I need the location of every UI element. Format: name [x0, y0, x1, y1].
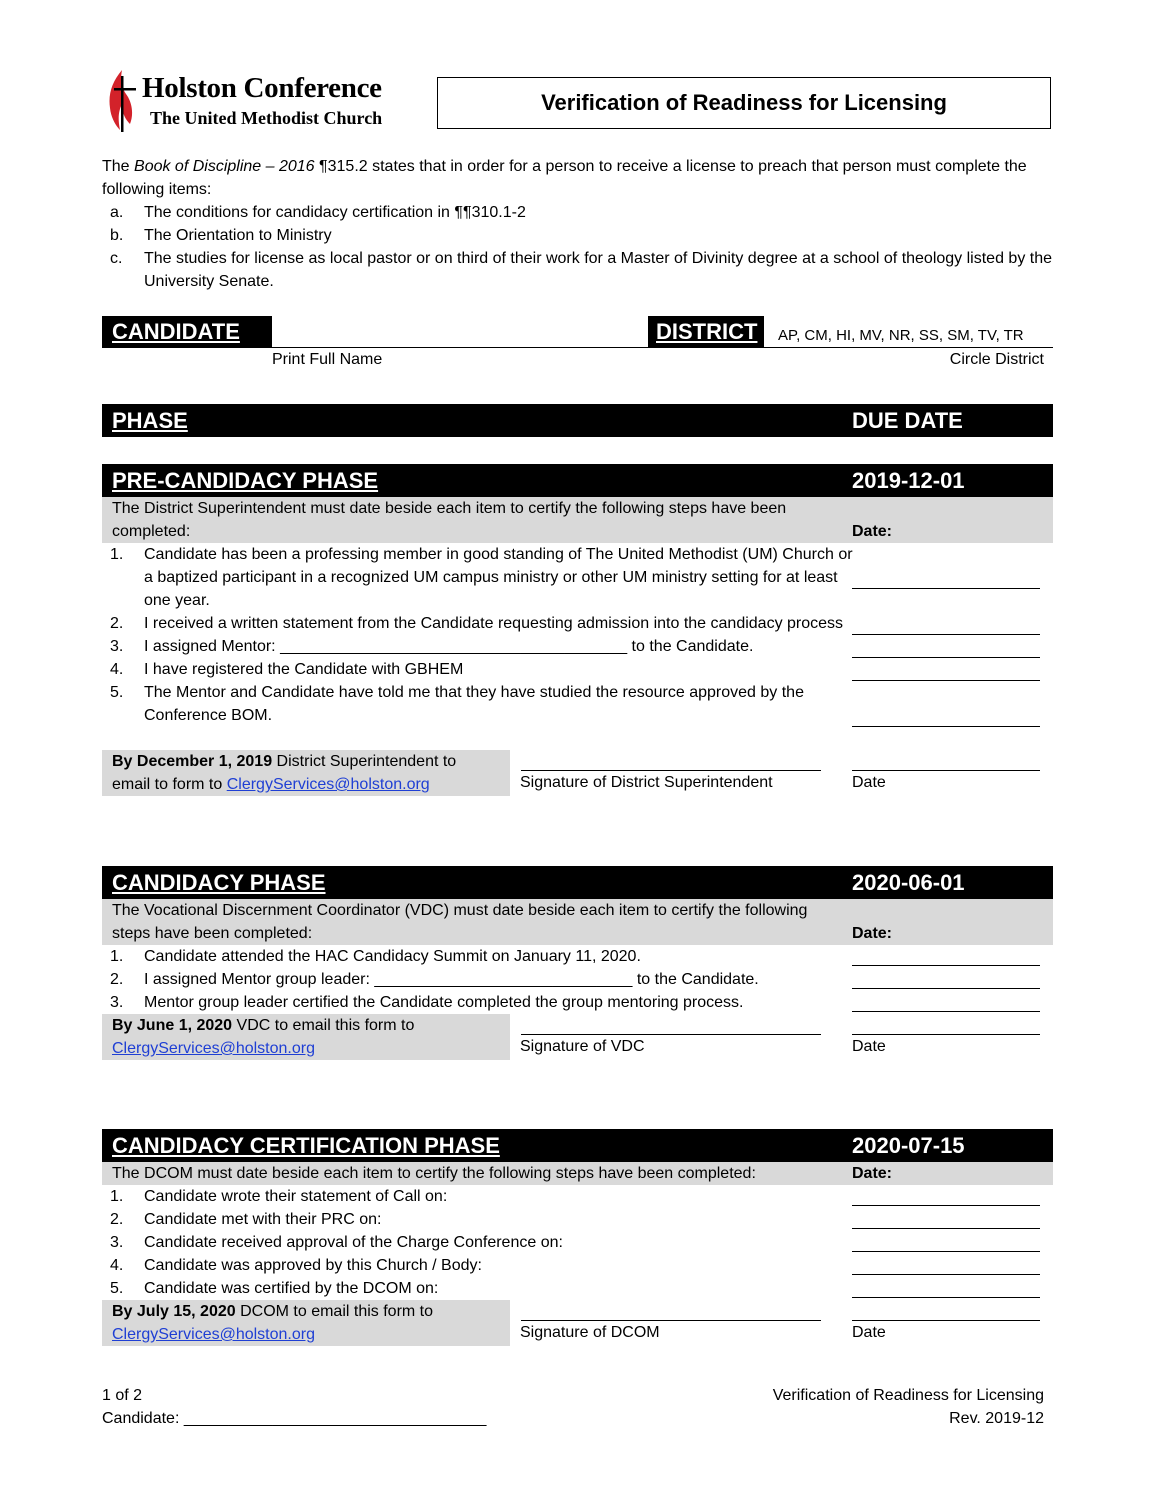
- list-item: b. The Orientation to Ministry: [110, 227, 332, 244]
- date-input[interactable]: [852, 635, 1040, 658]
- certification-deadline: By July 15, 2020 DCOM to email this form to ClergyServices@holston.org: [102, 1300, 510, 1346]
- list-item: 3. I assigned Mentor: _______________________________________ to the Candidate.: [102, 635, 864, 658]
- candidate-label: CANDIDATE: [102, 316, 272, 348]
- district-label: DISTRICT: [648, 316, 764, 348]
- candidacy-deadline: By June 1, 2020 VDC to email this form to ClergyServices@holston.org: [102, 1014, 510, 1060]
- date-input[interactable]: [852, 704, 1040, 727]
- vdc-signature-line[interactable]: [521, 1034, 821, 1035]
- page-number: 1 of 2: [102, 1387, 143, 1404]
- footer-doc-name: Verification of Readiness for Licensing: [772, 1387, 1044, 1404]
- phase-header: PHASE: [112, 408, 188, 433]
- candidacy-instruction: The Vocational Discernment Coordinator (VDC) must date beside each item to certify the following steps have been completed: Date:: [102, 899, 1053, 945]
- list-item: 2. I received a written statement from the Candidate requesting admission into the candidacy process: [102, 612, 864, 635]
- book-title: Book of Discipline – 2016: [134, 158, 315, 175]
- due-date-header: DUE DATE: [852, 408, 963, 433]
- date-input[interactable]: [852, 991, 1040, 1012]
- requirements-list: [102, 201, 1052, 293]
- candidacy-header: [102, 866, 1053, 899]
- list-item: 4. I have registered the Candidate with GBHEM: [102, 658, 864, 681]
- candidacy-items: [102, 945, 1053, 1014]
- print-name-hint: Print Full Name: [272, 351, 383, 368]
- section-due-date: 2020-06-01: [852, 870, 965, 895]
- dcom-date-line[interactable]: [852, 1320, 1040, 1321]
- email-link[interactable]: ClergyServices@holston.org: [112, 1326, 315, 1343]
- intro-paragraph: The Book of Discipline – 2016 ¶315.2 states that in order for a person to receive a license to preach that person must complete the following items:: [102, 158, 1027, 198]
- dcom-signature-line[interactable]: [521, 1320, 821, 1321]
- flame-shape: [110, 70, 133, 130]
- list-item: 5. The Mentor and Candidate have told me that they have studied the resource approved by the Conference BOM.: [102, 681, 864, 727]
- date-input[interactable]: [852, 1277, 1040, 1298]
- logo-subtitle: The United Methodist Church: [150, 108, 383, 128]
- section-title: CANDIDACY PHASE: [112, 870, 326, 895]
- date-input[interactable]: [852, 1208, 1040, 1229]
- phase-header-bar: [102, 404, 1053, 437]
- flame-cross-logo-icon: [108, 68, 136, 132]
- email-link[interactable]: ClergyServices@holston.org: [226, 776, 430, 793]
- certification-instruction: The DCOM must date beside each item to certify the following steps have been completed: Date:: [102, 1162, 1053, 1185]
- list-item: 1. Candidate has been a professing member in good standing of The United Methodist (UM) Church or a baptized participant in a recognized UM campus ministry or other UM ministry setting for at least one year.: [102, 543, 864, 612]
- section-due-date: 2019-12-01: [852, 468, 965, 493]
- ds-date-line[interactable]: [852, 770, 1040, 771]
- vdc-date-label: Date: [852, 1038, 886, 1055]
- pre-candidacy-items: [102, 543, 1053, 727]
- section-title: CANDIDACY CERTIFICATION PHASE: [112, 1133, 500, 1158]
- list-item: 5. Candidate was certified by the DCOM on:: [102, 1277, 864, 1300]
- list-item: 3. Mentor group leader certified the Candidate completed the group mentoring process.: [102, 991, 864, 1014]
- dcom-signature-label: Signature of DCOM: [520, 1324, 660, 1341]
- pre-candidacy-deadline: By December 1, 2019 District Superintendent to email to form to ClergyServices@holston.org: [102, 750, 510, 796]
- date-column-label: Date:: [852, 523, 893, 540]
- footer-right: [773, 1384, 1044, 1430]
- certification-items: [102, 1185, 1053, 1300]
- date-input[interactable]: [852, 1185, 1040, 1206]
- district-options[interactable]: AP, CM, HI, MV, NR, SS, SM, TV, TR: [778, 327, 1024, 344]
- document-title: Verification of Readiness for Licensing: [437, 77, 1051, 129]
- list-item: 4. Candidate was approved by this Church / Body:: [102, 1254, 864, 1277]
- ds-signature-label: Signature of District Superintendent: [520, 774, 773, 791]
- section-title: PRE-CANDIDACY PHASE: [112, 468, 379, 493]
- date-input[interactable]: [852, 1254, 1040, 1275]
- vdc-date-line[interactable]: [852, 1034, 1040, 1035]
- footer-left: [102, 1384, 486, 1430]
- date-input[interactable]: [852, 968, 1040, 989]
- date-column-label: Date:: [852, 925, 893, 942]
- date-input[interactable]: [852, 658, 1040, 681]
- pre-candidacy-header: [102, 464, 1053, 497]
- list-item: c. The studies for license as local pastor or on third of their work for a Master of Divinity degree at a school of theology listed by the University Senate.: [110, 250, 1053, 290]
- list-item: a. The conditions for candidacy certification in ¶¶310.1-2: [110, 204, 526, 221]
- list-item: 3. Candidate received approval of the Charge Conference on:: [102, 1231, 864, 1254]
- footer-revision: Rev. 2019-12: [949, 1410, 1044, 1427]
- email-link[interactable]: ClergyServices@holston.org: [112, 1040, 315, 1057]
- date-input[interactable]: [852, 945, 1040, 966]
- vdc-signature-label: Signature of VDC: [520, 1038, 645, 1055]
- circle-district-hint: Circle District: [949, 351, 1044, 368]
- list-item: 1. Candidate wrote their statement of Call on:: [102, 1185, 864, 1208]
- footer-candidate-line[interactable]: Candidate: __________________________________: [102, 1410, 487, 1427]
- cross-vertical: [121, 76, 124, 132]
- list-item: 2. I assigned Mentor group leader: _____________________________ to the Candidate.: [102, 968, 864, 991]
- cross-horizontal: [114, 88, 136, 91]
- list-item: 2. Candidate met with their PRC on:: [102, 1208, 864, 1231]
- intro-section: [102, 155, 1052, 293]
- section-due-date: 2020-07-15: [852, 1133, 965, 1158]
- logo-title: Holston Conference: [142, 72, 382, 104]
- dcom-date-label: Date: [852, 1324, 886, 1341]
- certification-header: [102, 1129, 1053, 1162]
- date-input[interactable]: [852, 1231, 1040, 1252]
- list-item: 1. Candidate attended the HAC Candidacy Summit on January 11, 2020.: [102, 945, 864, 968]
- date-column-label: Date:: [852, 1165, 893, 1182]
- ds-signature-line[interactable]: [521, 770, 821, 771]
- date-input[interactable]: [852, 612, 1040, 635]
- date-input[interactable]: [852, 566, 1040, 589]
- ds-date-label: Date: [852, 774, 886, 791]
- pre-candidacy-instruction: The District Superintendent must date beside each item to certify the following steps have been completed: Date:: [102, 497, 1053, 543]
